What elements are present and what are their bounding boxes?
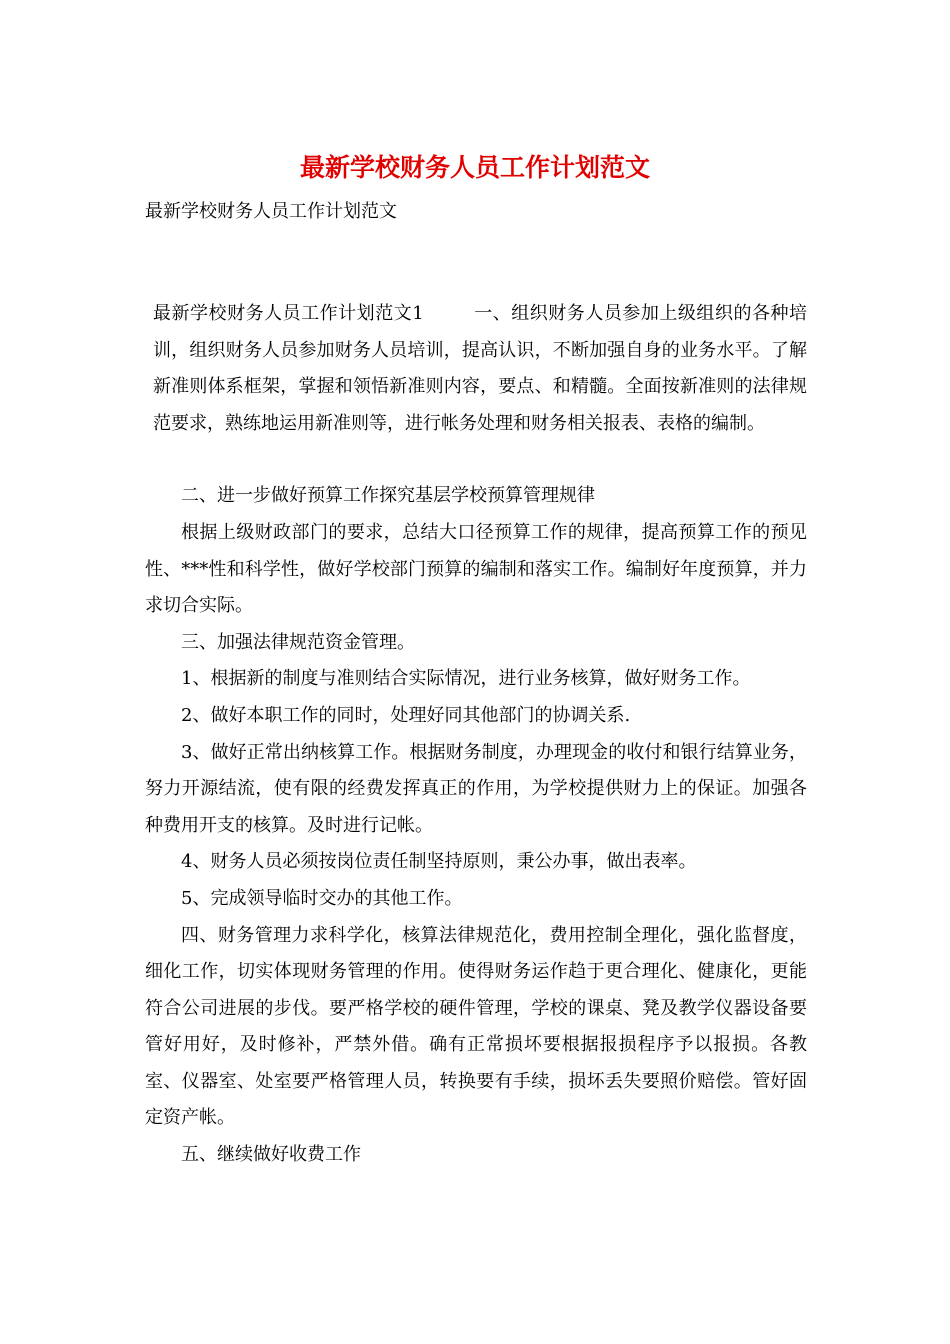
paragraph-1-text: 一、组织财务人员参加上级组织的各种培训，组织财务人员参加财务人员培训，提高认识，不断加强自身的业务水平。了解新准则体系框架，掌握和领悟新准则内容，要点、和精髓。全面按新准则的法律规范要求，熟练地运用新准则等，进行帐务处理和财务相关报表、表格的编制。 — [153, 303, 808, 434]
paragraph-6: 2、做好本职工作的同时，处理好同其他部门的协调关系. — [181, 704, 631, 726]
paragraph-5: 1、根据新的制度与准则结合实际情况，进行业务核算，做好财务工作。 — [181, 668, 751, 690]
paragraph-3: 根据上级财政部门的要求，总结大口径预算工作的规律，提高预算工作的预见性、***性和科学性，做好学校部门预算的编制和落实工作。编制好年度预算，并力求切合实际。 — [145, 521, 807, 617]
document-body — [145, 296, 807, 1174]
paragraph-7: 3、做好正常出纳核算工作。根据财务制度，办理现金的收付和银行结算业务，努力开源结流，使有限的经费发挥真正的作用，为学校提供财力上的保证。加强各种费用开支的核算。及时进行记帐。 — [145, 741, 807, 836]
paragraph-2: 二、进一步做好预算工作探究基层学校预算管理规律 — [181, 485, 595, 507]
intro-label: 最新学校财务人员工作计划范文1 — [153, 303, 424, 324]
paragraph-8: 4、财务人员必须按岗位责任制坚持原则，秉公办事，做出表率。 — [181, 851, 697, 873]
paragraph-10: 四、财务管理力求科学化，核算法律规范化，费用控制全理化，强化监督度，细化工作，切实体现财务管理的作用。使得财务运作趋于更合理化、健康化，更能符合公司进展的步伐。要严格学校的硬件管理，学校的课桌、凳及教学仪器设备要管好用好，及时修补，严禁外借。确有正常损坏要根据报损程序予以报损。各教室、仪器室、处室要严格管理人员，转换要有手续，损坏丢失要照价赔偿。管好固定资产帐。 — [145, 924, 807, 1129]
document-subtitle: 最新学校财务人员工作计划范文 — [145, 201, 397, 222]
paragraph-9: 5、完成领导临时交办的其他工作。 — [181, 887, 463, 909]
document-title: 最新学校财务人员工作计划范文 — [299, 153, 650, 182]
paragraph-11: 五、继续做好收费工作 — [181, 1144, 361, 1166]
paragraph-intro — [145, 296, 807, 442]
paragraph-4: 三、加强法律规范资金管理。 — [181, 631, 415, 653]
